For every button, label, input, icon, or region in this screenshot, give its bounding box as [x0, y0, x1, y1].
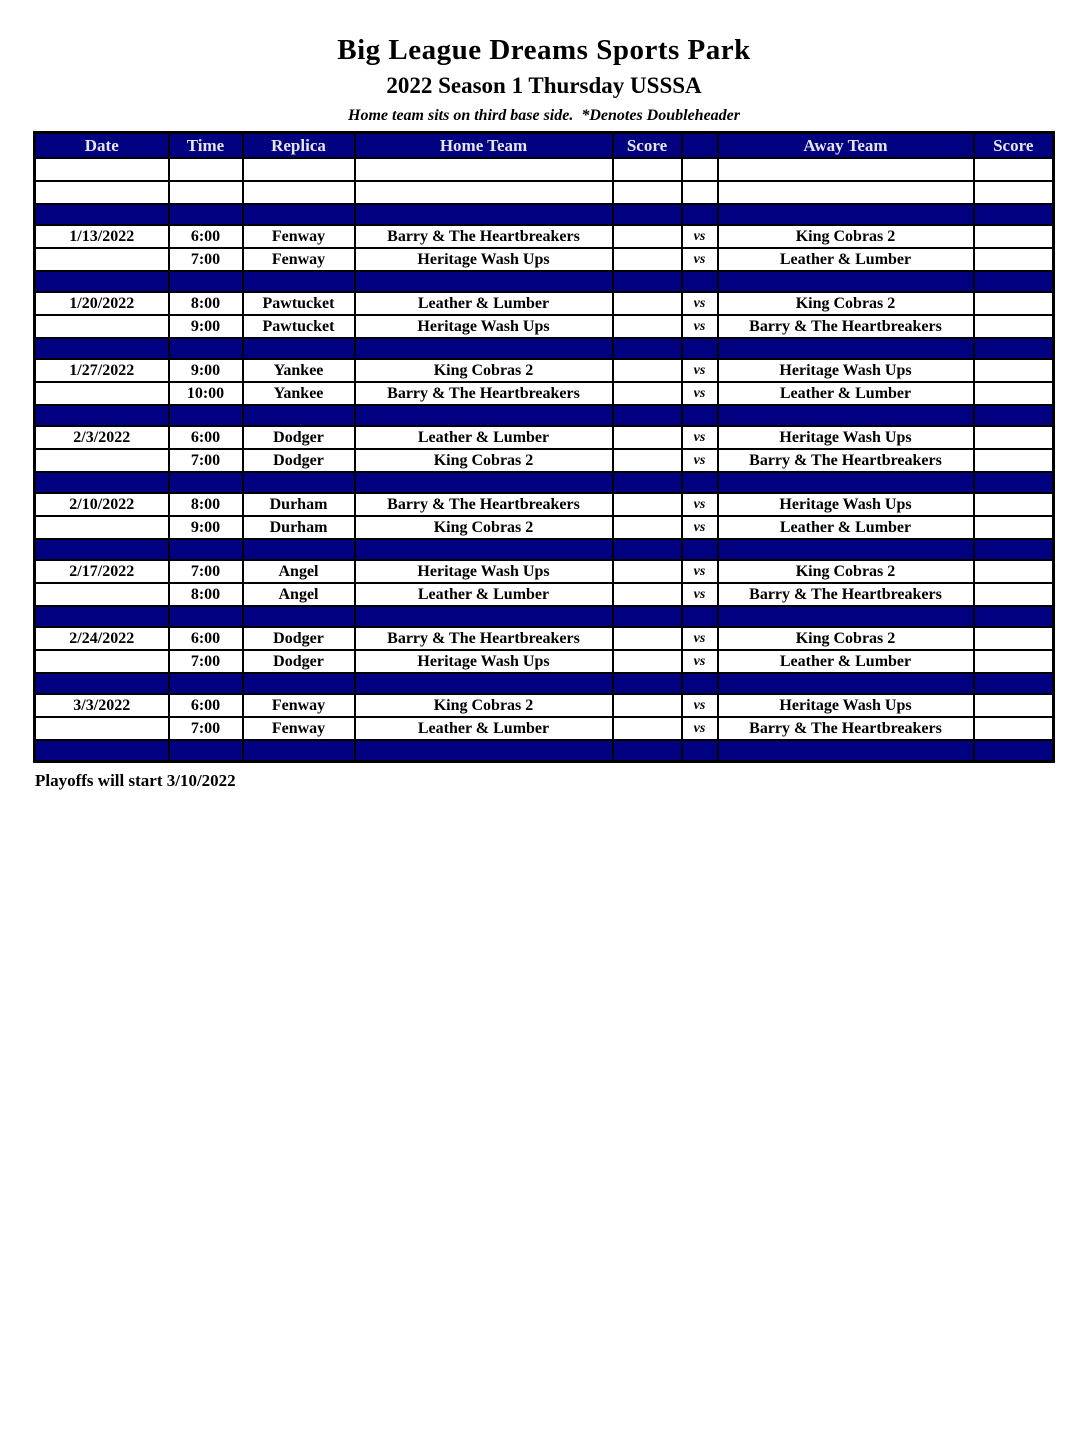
away-team-cell: Leather & Lumber: [718, 650, 974, 673]
schedule-page: [0, 34, 1088, 791]
separator-cell: [355, 740, 613, 762]
col-header-score-away: Score: [974, 133, 1054, 159]
game-row: [35, 382, 1054, 405]
separator-cell: [718, 673, 974, 694]
separator-cell: [169, 271, 243, 292]
separator-cell: [718, 338, 974, 359]
separator-cell: [613, 606, 682, 627]
date-cell: [35, 650, 169, 673]
blank-row: [35, 158, 1054, 181]
home-team-cell: Barry & The Heartbreakers: [355, 225, 613, 248]
separator-cell: [613, 539, 682, 560]
away-score-cell: [974, 382, 1054, 405]
separator-cell: [355, 405, 613, 426]
home-score-cell: [613, 493, 682, 516]
separator-cell: [682, 606, 718, 627]
separator-cell: [682, 338, 718, 359]
separator-cell: [613, 271, 682, 292]
separator-row: [35, 539, 1054, 560]
home-score-cell: [613, 292, 682, 315]
page-subtitle: 2022 Season 1 Thursday USSSA: [386, 73, 702, 98]
away-team-cell: Leather & Lumber: [718, 516, 974, 539]
separator-cell: [718, 204, 974, 225]
away-team-cell: Heritage Wash Ups: [718, 493, 974, 516]
home-team-cell: King Cobras 2: [355, 359, 613, 382]
separator-cell: [682, 740, 718, 762]
separator-cell: [35, 338, 169, 359]
replica-cell: Dodger: [243, 650, 355, 673]
blank-cell: [355, 181, 613, 204]
date-cell: [35, 315, 169, 338]
replica-cell: Dodger: [243, 627, 355, 650]
date-cell: [35, 449, 169, 472]
away-score-cell: [974, 426, 1054, 449]
home-score-cell: [613, 426, 682, 449]
separator-row: [35, 606, 1054, 627]
col-header-away-team: Away Team: [718, 133, 974, 159]
vs-cell: vs: [682, 650, 718, 673]
blank-cell: [682, 158, 718, 181]
separator-cell: [169, 606, 243, 627]
separator-cell: [355, 204, 613, 225]
time-cell: 9:00: [169, 315, 243, 338]
blank-cell: [718, 181, 974, 204]
away-score-cell: [974, 560, 1054, 583]
blank-cell: [35, 181, 169, 204]
game-row: [35, 560, 1054, 583]
blank-cell: [613, 158, 682, 181]
col-header-home-team: Home Team: [355, 133, 613, 159]
blank-cell: [169, 181, 243, 204]
home-team-cell: Barry & The Heartbreakers: [355, 382, 613, 405]
time-cell: 7:00: [169, 717, 243, 740]
replica-cell: Yankee: [243, 359, 355, 382]
separator-cell: [682, 539, 718, 560]
away-team-cell: Leather & Lumber: [718, 248, 974, 271]
separator-cell: [974, 338, 1054, 359]
separator-cell: [355, 673, 613, 694]
date-cell: 3/3/2022: [35, 694, 169, 717]
blank-row: [35, 181, 1054, 204]
header-row: [35, 133, 1054, 159]
date-cell: [35, 583, 169, 606]
home-team-cell: Heritage Wash Ups: [355, 315, 613, 338]
home-score-cell: [613, 225, 682, 248]
separator-cell: [355, 539, 613, 560]
separator-cell: [35, 673, 169, 694]
separator-cell: [243, 338, 355, 359]
separator-cell: [169, 472, 243, 493]
separator-cell: [355, 606, 613, 627]
time-cell: 9:00: [169, 516, 243, 539]
col-header-replica: Replica: [243, 133, 355, 159]
separator-cell: [243, 271, 355, 292]
replica-cell: Fenway: [243, 717, 355, 740]
away-team-cell: Barry & The Heartbreakers: [718, 449, 974, 472]
vs-cell: vs: [682, 426, 718, 449]
separator-cell: [243, 539, 355, 560]
separator-cell: [243, 405, 355, 426]
game-row: [35, 493, 1054, 516]
replica-cell: Dodger: [243, 449, 355, 472]
separator-cell: [718, 740, 974, 762]
blank-cell: [613, 181, 682, 204]
game-row: [35, 225, 1054, 248]
replica-cell: Durham: [243, 493, 355, 516]
date-cell: [35, 248, 169, 271]
home-score-cell: [613, 248, 682, 271]
home-score-cell: [613, 650, 682, 673]
replica-cell: Pawtucket: [243, 292, 355, 315]
home-score-cell: [613, 315, 682, 338]
separator-cell: [243, 472, 355, 493]
separator-cell: [35, 472, 169, 493]
separator-cell: [974, 472, 1054, 493]
away-team-cell: King Cobras 2: [718, 292, 974, 315]
game-row: [35, 717, 1054, 740]
away-team-cell: Heritage Wash Ups: [718, 359, 974, 382]
away-score-cell: [974, 248, 1054, 271]
replica-cell: Durham: [243, 516, 355, 539]
blank-cell: [243, 158, 355, 181]
vs-cell: vs: [682, 315, 718, 338]
vs-cell: vs: [682, 382, 718, 405]
col-header-score-home: Score: [613, 133, 682, 159]
date-cell: 1/13/2022: [35, 225, 169, 248]
separator-row: [35, 204, 1054, 225]
separator-cell: [613, 204, 682, 225]
home-score-cell: [613, 694, 682, 717]
away-score-cell: [974, 694, 1054, 717]
home-score-cell: [613, 717, 682, 740]
separator-cell: [169, 673, 243, 694]
time-cell: 8:00: [169, 583, 243, 606]
col-header-date: Date: [35, 133, 169, 159]
separator-cell: [718, 271, 974, 292]
separator-cell: [974, 606, 1054, 627]
separator-cell: [613, 405, 682, 426]
schedule-table: [33, 131, 1055, 763]
page-note: Home team sits on third base side. *Denotes Doubleheader: [348, 107, 740, 124]
home-score-cell: [613, 382, 682, 405]
time-cell: 7:00: [169, 560, 243, 583]
date-cell: 1/20/2022: [35, 292, 169, 315]
date-cell: 2/24/2022: [35, 627, 169, 650]
away-score-cell: [974, 627, 1054, 650]
time-cell: 8:00: [169, 292, 243, 315]
away-score-cell: [974, 717, 1054, 740]
separator-cell: [35, 539, 169, 560]
away-team-cell: Heritage Wash Ups: [718, 694, 974, 717]
home-team-cell: King Cobras 2: [355, 694, 613, 717]
time-cell: 6:00: [169, 627, 243, 650]
time-cell: 9:00: [169, 359, 243, 382]
home-team-cell: Heritage Wash Ups: [355, 560, 613, 583]
home-team-cell: Leather & Lumber: [355, 426, 613, 449]
separator-cell: [169, 405, 243, 426]
separator-cell: [974, 673, 1054, 694]
separator-cell: [682, 673, 718, 694]
separator-cell: [718, 539, 974, 560]
away-team-cell: Barry & The Heartbreakers: [718, 315, 974, 338]
home-team-cell: Barry & The Heartbreakers: [355, 493, 613, 516]
replica-cell: Pawtucket: [243, 315, 355, 338]
separator-cell: [682, 204, 718, 225]
schedule-table-body: [35, 158, 1054, 762]
game-row: [35, 627, 1054, 650]
time-cell: 6:00: [169, 225, 243, 248]
vs-cell: vs: [682, 292, 718, 315]
away-team-cell: Barry & The Heartbreakers: [718, 717, 974, 740]
col-header-time: Time: [169, 133, 243, 159]
away-team-cell: Leather & Lumber: [718, 382, 974, 405]
separator-row: [35, 405, 1054, 426]
col-header-vs: [682, 133, 718, 159]
vs-cell: vs: [682, 248, 718, 271]
separator-cell: [682, 271, 718, 292]
blank-cell: [974, 181, 1054, 204]
game-row: [35, 583, 1054, 606]
away-score-cell: [974, 449, 1054, 472]
vs-cell: vs: [682, 493, 718, 516]
date-cell: [35, 717, 169, 740]
separator-cell: [682, 472, 718, 493]
separator-cell: [169, 204, 243, 225]
game-row: [35, 315, 1054, 338]
away-score-cell: [974, 225, 1054, 248]
home-team-cell: King Cobras 2: [355, 449, 613, 472]
game-row: [35, 248, 1054, 271]
home-score-cell: [613, 560, 682, 583]
away-score-cell: [974, 315, 1054, 338]
separator-cell: [974, 405, 1054, 426]
game-row: [35, 650, 1054, 673]
home-score-cell: [613, 627, 682, 650]
separator-cell: [974, 271, 1054, 292]
blank-cell: [35, 158, 169, 181]
time-cell: 7:00: [169, 449, 243, 472]
date-cell: [35, 516, 169, 539]
separator-cell: [355, 338, 613, 359]
time-cell: 7:00: [169, 650, 243, 673]
vs-cell: vs: [682, 449, 718, 472]
away-score-cell: [974, 359, 1054, 382]
game-row: [35, 292, 1054, 315]
vs-cell: vs: [682, 225, 718, 248]
replica-cell: Yankee: [243, 382, 355, 405]
separator-cell: [613, 673, 682, 694]
separator-cell: [974, 539, 1054, 560]
date-cell: 2/17/2022: [35, 560, 169, 583]
home-team-cell: Barry & The Heartbreakers: [355, 627, 613, 650]
date-cell: 2/10/2022: [35, 493, 169, 516]
time-cell: 6:00: [169, 694, 243, 717]
separator-cell: [169, 338, 243, 359]
separator-row: [35, 271, 1054, 292]
away-score-cell: [974, 516, 1054, 539]
separator-cell: [35, 405, 169, 426]
separator-cell: [243, 673, 355, 694]
time-cell: 6:00: [169, 426, 243, 449]
home-team-cell: Leather & Lumber: [355, 292, 613, 315]
away-team-cell: King Cobras 2: [718, 627, 974, 650]
away-team-cell: King Cobras 2: [718, 560, 974, 583]
separator-cell: [974, 204, 1054, 225]
separator-cell: [169, 539, 243, 560]
away-team-cell: Heritage Wash Ups: [718, 426, 974, 449]
home-team-cell: Leather & Lumber: [355, 583, 613, 606]
date-cell: [35, 382, 169, 405]
game-row: [35, 516, 1054, 539]
page-title: Big League Dreams Sports Park: [337, 34, 751, 66]
game-row: [35, 359, 1054, 382]
replica-cell: Angel: [243, 583, 355, 606]
vs-cell: vs: [682, 627, 718, 650]
away-score-cell: [974, 583, 1054, 606]
away-team-cell: King Cobras 2: [718, 225, 974, 248]
replica-cell: Fenway: [243, 225, 355, 248]
time-cell: 8:00: [169, 493, 243, 516]
separator-row: [35, 740, 1054, 762]
separator-cell: [35, 204, 169, 225]
vs-cell: vs: [682, 359, 718, 382]
vs-cell: vs: [682, 560, 718, 583]
vs-cell: vs: [682, 694, 718, 717]
replica-cell: Fenway: [243, 248, 355, 271]
separator-row: [35, 472, 1054, 493]
separator-cell: [355, 472, 613, 493]
replica-cell: Angel: [243, 560, 355, 583]
separator-cell: [35, 606, 169, 627]
time-cell: 10:00: [169, 382, 243, 405]
blank-cell: [169, 158, 243, 181]
home-team-cell: Heritage Wash Ups: [355, 248, 613, 271]
separator-cell: [169, 740, 243, 762]
date-cell: 1/27/2022: [35, 359, 169, 382]
game-row: [35, 694, 1054, 717]
separator-cell: [243, 204, 355, 225]
vs-cell: vs: [682, 717, 718, 740]
blank-cell: [243, 181, 355, 204]
separator-cell: [613, 472, 682, 493]
separator-cell: [243, 740, 355, 762]
away-team-cell: Barry & The Heartbreakers: [718, 583, 974, 606]
separator-cell: [718, 405, 974, 426]
time-cell: 7:00: [169, 248, 243, 271]
separator-cell: [35, 271, 169, 292]
separator-cell: [35, 740, 169, 762]
blank-cell: [974, 158, 1054, 181]
home-score-cell: [613, 583, 682, 606]
home-score-cell: [613, 359, 682, 382]
home-score-cell: [613, 516, 682, 539]
separator-cell: [718, 606, 974, 627]
playoffs-note: Playoffs will start 3/10/2022: [35, 771, 236, 790]
away-score-cell: [974, 493, 1054, 516]
separator-row: [35, 338, 1054, 359]
away-score-cell: [974, 292, 1054, 315]
replica-cell: Fenway: [243, 694, 355, 717]
separator-cell: [974, 740, 1054, 762]
schedule-table-head: [35, 133, 1054, 159]
home-team-cell: Heritage Wash Ups: [355, 650, 613, 673]
vs-cell: vs: [682, 516, 718, 539]
away-score-cell: [974, 650, 1054, 673]
home-team-cell: King Cobras 2: [355, 516, 613, 539]
separator-cell: [718, 472, 974, 493]
vs-cell: vs: [682, 583, 718, 606]
separator-cell: [355, 271, 613, 292]
home-score-cell: [613, 449, 682, 472]
blank-cell: [718, 158, 974, 181]
game-row: [35, 449, 1054, 472]
home-team-cell: Leather & Lumber: [355, 717, 613, 740]
date-cell: 2/3/2022: [35, 426, 169, 449]
separator-row: [35, 673, 1054, 694]
separator-cell: [613, 338, 682, 359]
blank-cell: [355, 158, 613, 181]
separator-cell: [682, 405, 718, 426]
game-row: [35, 426, 1054, 449]
separator-cell: [243, 606, 355, 627]
blank-cell: [682, 181, 718, 204]
replica-cell: Dodger: [243, 426, 355, 449]
separator-cell: [613, 740, 682, 762]
